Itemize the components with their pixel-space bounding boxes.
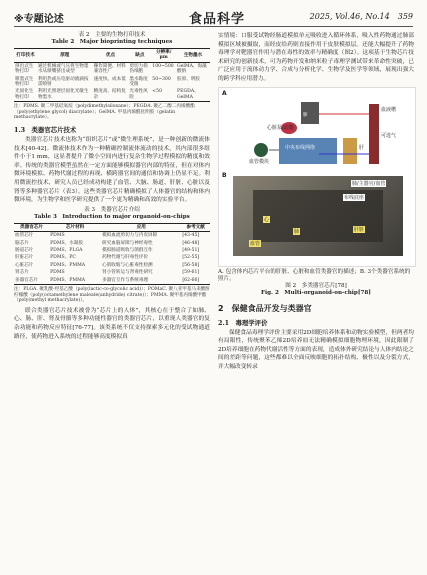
t3-cell: PDMS	[50, 270, 65, 276]
figure-caption-desc: A. 包含体内芯片平台的肝脏、心脏和血管类器官的描述；B. 3个类器官系统的照片。	[218, 268, 411, 282]
table3-title-en: Table 3 Introduction to major organoid-on-chips	[34, 213, 190, 220]
photo-label-liver: 肝脏	[354, 226, 365, 233]
t3-cell: 多器官互作与系统毒理	[101, 277, 181, 285]
t2-cell: 喷墨式生物打印	[15, 76, 34, 88]
table-row	[14, 62, 210, 75]
label-lung: 肺	[303, 112, 308, 118]
label-central-network: 中央布线网络	[285, 144, 316, 151]
t3-cell: 血管芯片	[15, 233, 34, 239]
t3-cell: 模拟血流剪切力与内皮屏障	[102, 233, 158, 239]
t2-cell: 胶原、明胶	[177, 76, 201, 82]
section-1-3-heading: 1.3 类器官芯片技术	[14, 126, 77, 135]
table2	[14, 48, 210, 102]
photo-label-heart: 心	[264, 216, 270, 223]
t3-cell: PDMS、PC	[50, 255, 76, 261]
photo-label-vessel: 血管	[250, 240, 261, 247]
journal-title: 食品科学	[189, 12, 246, 27]
left-column	[14, 32, 210, 342]
t3-cell: 模拟肠道吸收与菌群互作	[102, 248, 153, 253]
t2-cell: 挤出式生物打印	[15, 63, 34, 75]
table3-caption	[14, 207, 210, 221]
photo-label-top: 肺/主器官/血管	[352, 180, 386, 187]
t2-header: 缺点	[128, 49, 151, 63]
t2-header: 原理	[37, 49, 93, 63]
section-2-heading: 2 保健食品开发与类器官	[218, 303, 312, 313]
t3-cell: 多器官芯片	[14, 277, 49, 285]
t3-header: 类器官芯片	[14, 223, 49, 231]
label-blood-bag: 血液槽	[381, 106, 397, 113]
t3-cell: [59-61]	[182, 270, 200, 276]
t3-cell: PDMS、PMMA	[49, 277, 101, 285]
t3-cell: [52-55]	[182, 255, 200, 261]
t2-cell: <50	[151, 88, 176, 101]
label-heart-pump: 心脏泵/动器	[267, 124, 294, 131]
section-tag: ※专题论述	[14, 14, 64, 25]
t3-cell: [56-58]	[182, 262, 200, 268]
vessel-shape	[254, 143, 268, 157]
label-vessel-module: 血管模块	[249, 158, 270, 165]
table2-title-cn: 表 2 主要的生物打印技术	[78, 32, 146, 38]
t3-cell: PDMS、PLGA	[50, 248, 83, 253]
issue-info: 2025, Vol.46, No.14 359	[309, 12, 413, 21]
liver-block	[343, 138, 357, 164]
t3-cell: 脑芯片	[15, 240, 29, 246]
table-row	[14, 269, 210, 276]
t3-cell: PDMS、水凝胶	[50, 240, 84, 246]
t3-cell: 药物代谢与肝毒性评价	[102, 255, 149, 261]
t2-cell: 通过机械或气压将生物墨水从喷嘴挤出成型	[37, 63, 89, 75]
table3-title-cn: 表 3 类器官芯片介绍	[84, 206, 140, 213]
device-photo	[233, 176, 403, 256]
t2-cell: 利用光照逐层固化光敏生物墨水	[37, 88, 93, 101]
table2-title-en: Table 2 Major bioprinting techniques	[51, 39, 173, 45]
t3-cell: [62-66]	[181, 277, 210, 285]
table-row	[14, 240, 210, 247]
t3-cell: 肾芯片	[15, 270, 29, 276]
panel-b-label: B	[222, 171, 227, 179]
table-row	[14, 88, 210, 101]
section-2-1-heading: 2.1 毒理学评价	[218, 318, 268, 327]
t3-header: 应用	[101, 223, 181, 231]
t3-cell: 研究血脑屏障与神经毒性	[102, 240, 153, 246]
figure-caption-en: Fig. 2 Multi-organoid-on-chip[78]	[261, 289, 371, 296]
t2-header: 优点	[93, 49, 129, 63]
t3-header: 芯片材料	[49, 223, 101, 231]
table-row	[14, 247, 210, 254]
table3	[14, 223, 210, 285]
label-other: 可选气	[381, 132, 397, 139]
t3-cell: PDMS	[50, 233, 65, 239]
table-row	[14, 76, 210, 89]
table-row	[14, 277, 210, 285]
section-1-3-paragraph: 类器官芯片技术也称为“组织芯片”或“微生理系统”，是一种创新的微流体技术[40-42]。微流体技术作为一种精确控制流体流动的技术，其内部很多组件小于1 mm，这显著提升了微小空间内进行复杂生物学过程模拟的精度和效率。传统的类器官模型虽然在一定方面能够模拟器官内部的特征，但在对体内微环境模拟、药物代谢过程的再现、横跨器官间的通信和协调上仍显不足。利用微流控技术，研究人员已经成功构建了血管、大脑、肠道、肝脏、心脏以及肾等多种器官芯片（表3）。这些类器官芯片精确模拟了人体器官的结构和体内微环境，为生物学和医学研究提供了一个更为精确和高效的实验平台。	[14, 137, 210, 204]
t2-header: 分辨率/μm	[151, 49, 176, 63]
table-row	[14, 254, 210, 261]
t3-header: 参考文献	[181, 223, 210, 231]
t2-header: 生物墨水	[176, 49, 210, 63]
t2-header: 打印技术	[14, 49, 37, 63]
t2-cell: 光固化生物打印	[14, 88, 37, 101]
t3-cell: 肝脏芯片	[15, 255, 34, 261]
t3-cell: 心肌收缩与心脏毒性检测	[102, 262, 153, 268]
t3-cell: 心脏芯片	[15, 262, 34, 268]
t2-cell: PEGDA、GelMA	[176, 88, 210, 101]
central-network-box	[279, 138, 337, 164]
t2-cell: 光毒性风险	[128, 88, 151, 101]
t3-cell: [46-48]	[182, 240, 200, 246]
t2-cell: 50~300	[152, 76, 171, 82]
t3-cell: 肠道芯片	[15, 248, 34, 253]
section-2-1-paragraph: 保健食品毒理学评价主要采用2D细胞培养体系和动物实验模型，但两者均有局限性，传统聚苯乙烯2D培养皿无法精确模拟细胞物理环境，因此限制了2D培养细胞在药物代谢活性等方面的表现，造成体外研究结论与人体内结论之间的差距等问题，这些都难以全面反映细胞的拓扑结构、极性以及分裂方式，并大幅改变转录	[218, 329, 414, 370]
t2-cell: 速度快、成本低	[93, 76, 126, 82]
panel-a-label: A	[222, 89, 227, 97]
figure-caption	[218, 269, 414, 297]
t3-cell: PDMS、PMMA	[50, 262, 86, 268]
photo-label-net: 布线底座	[344, 194, 365, 201]
label-liver: 肝	[359, 144, 365, 151]
left-bottom-paragraph: 联合类器官芯片技术被誉为“芯片上的人体”，其核心在于整合了如肺、心、肠、肝、肾及骨骼等多种功能性器官的类器官芯片，以重现人类器官的复杂功能和药物反应特征[76-77]。该类系统不仅支持探索多元化的受试物通道路径，使药物进入系统的过程能够高度模拟真	[14, 307, 210, 340]
right-column	[218, 32, 414, 373]
photo-label-lung: 肺	[294, 228, 300, 235]
t2-cell: 100~500	[152, 63, 174, 69]
t2-cell: 剪切力损伤细胞	[129, 63, 148, 75]
t3-cell: [49-51]	[182, 248, 200, 253]
table-row	[14, 262, 210, 269]
figure-2	[218, 87, 416, 267]
t2-cell: GelMA、海藻酸钠	[177, 63, 207, 75]
table3-note: 注：PLGA. 聚乳酸-羟基乙酸（poly(lactic-co-glycolic acid)）；POMaC. 聚八亚甲基马来酸酐柠檬酸（poly(octamethylene maleate(anhydride) citrate)）；PMMA. 聚甲基丙烯酸甲酯（poly(methyl methacrylate)）。	[14, 287, 210, 304]
table2-note: 注：PDMS. 聚二甲基硅氧烷（polydimethylsiloxane）；PEGDA. 聚乙二醇二丙烯酸酯（poly(ethylene glycol) diacrylate）；GelMA. 甲基丙烯酰化明胶（gelatin methacrylate）。	[14, 104, 195, 121]
t2-cell: 精度高、结构复杂	[93, 88, 129, 101]
t3-cell: 肾小管转运与肾毒性研究	[102, 270, 153, 276]
t3-cell: [43-45]	[182, 233, 200, 239]
t2-cell: 墨水黏度受限	[129, 76, 148, 88]
t2-cell: 利用热或压电驱动液滴按需喷射	[37, 76, 89, 88]
t2-cell: 操作简便、材料兼容性广	[93, 63, 126, 75]
table2-caption	[14, 32, 210, 46]
table-row	[14, 232, 210, 240]
right-top-paragraph: 实情境：口服受试物经肠道模拟单元吸收进入循环体系，吸入性药物通过肺部模拟区域被摄取，而经皮给药则直接作用于皮肤模拟层。还能大幅提升了药物毒理学对靶器官作用与潜在毒性的效率与精确度（图2）。这项基于生物芯片技术研究的创新技术，可为药物开发和纳米粒子毒理学测试带来革命性突破，已广泛应用于流体动力学、合成与分析化学、生物学及医学等领域，展现出强大的跨学科应用潜力。	[218, 33, 414, 82]
blood-bag-shape	[369, 104, 379, 164]
figure-caption-cn: 图 2 多类器官芯片[78]	[285, 282, 347, 289]
page-header	[14, 8, 413, 27]
